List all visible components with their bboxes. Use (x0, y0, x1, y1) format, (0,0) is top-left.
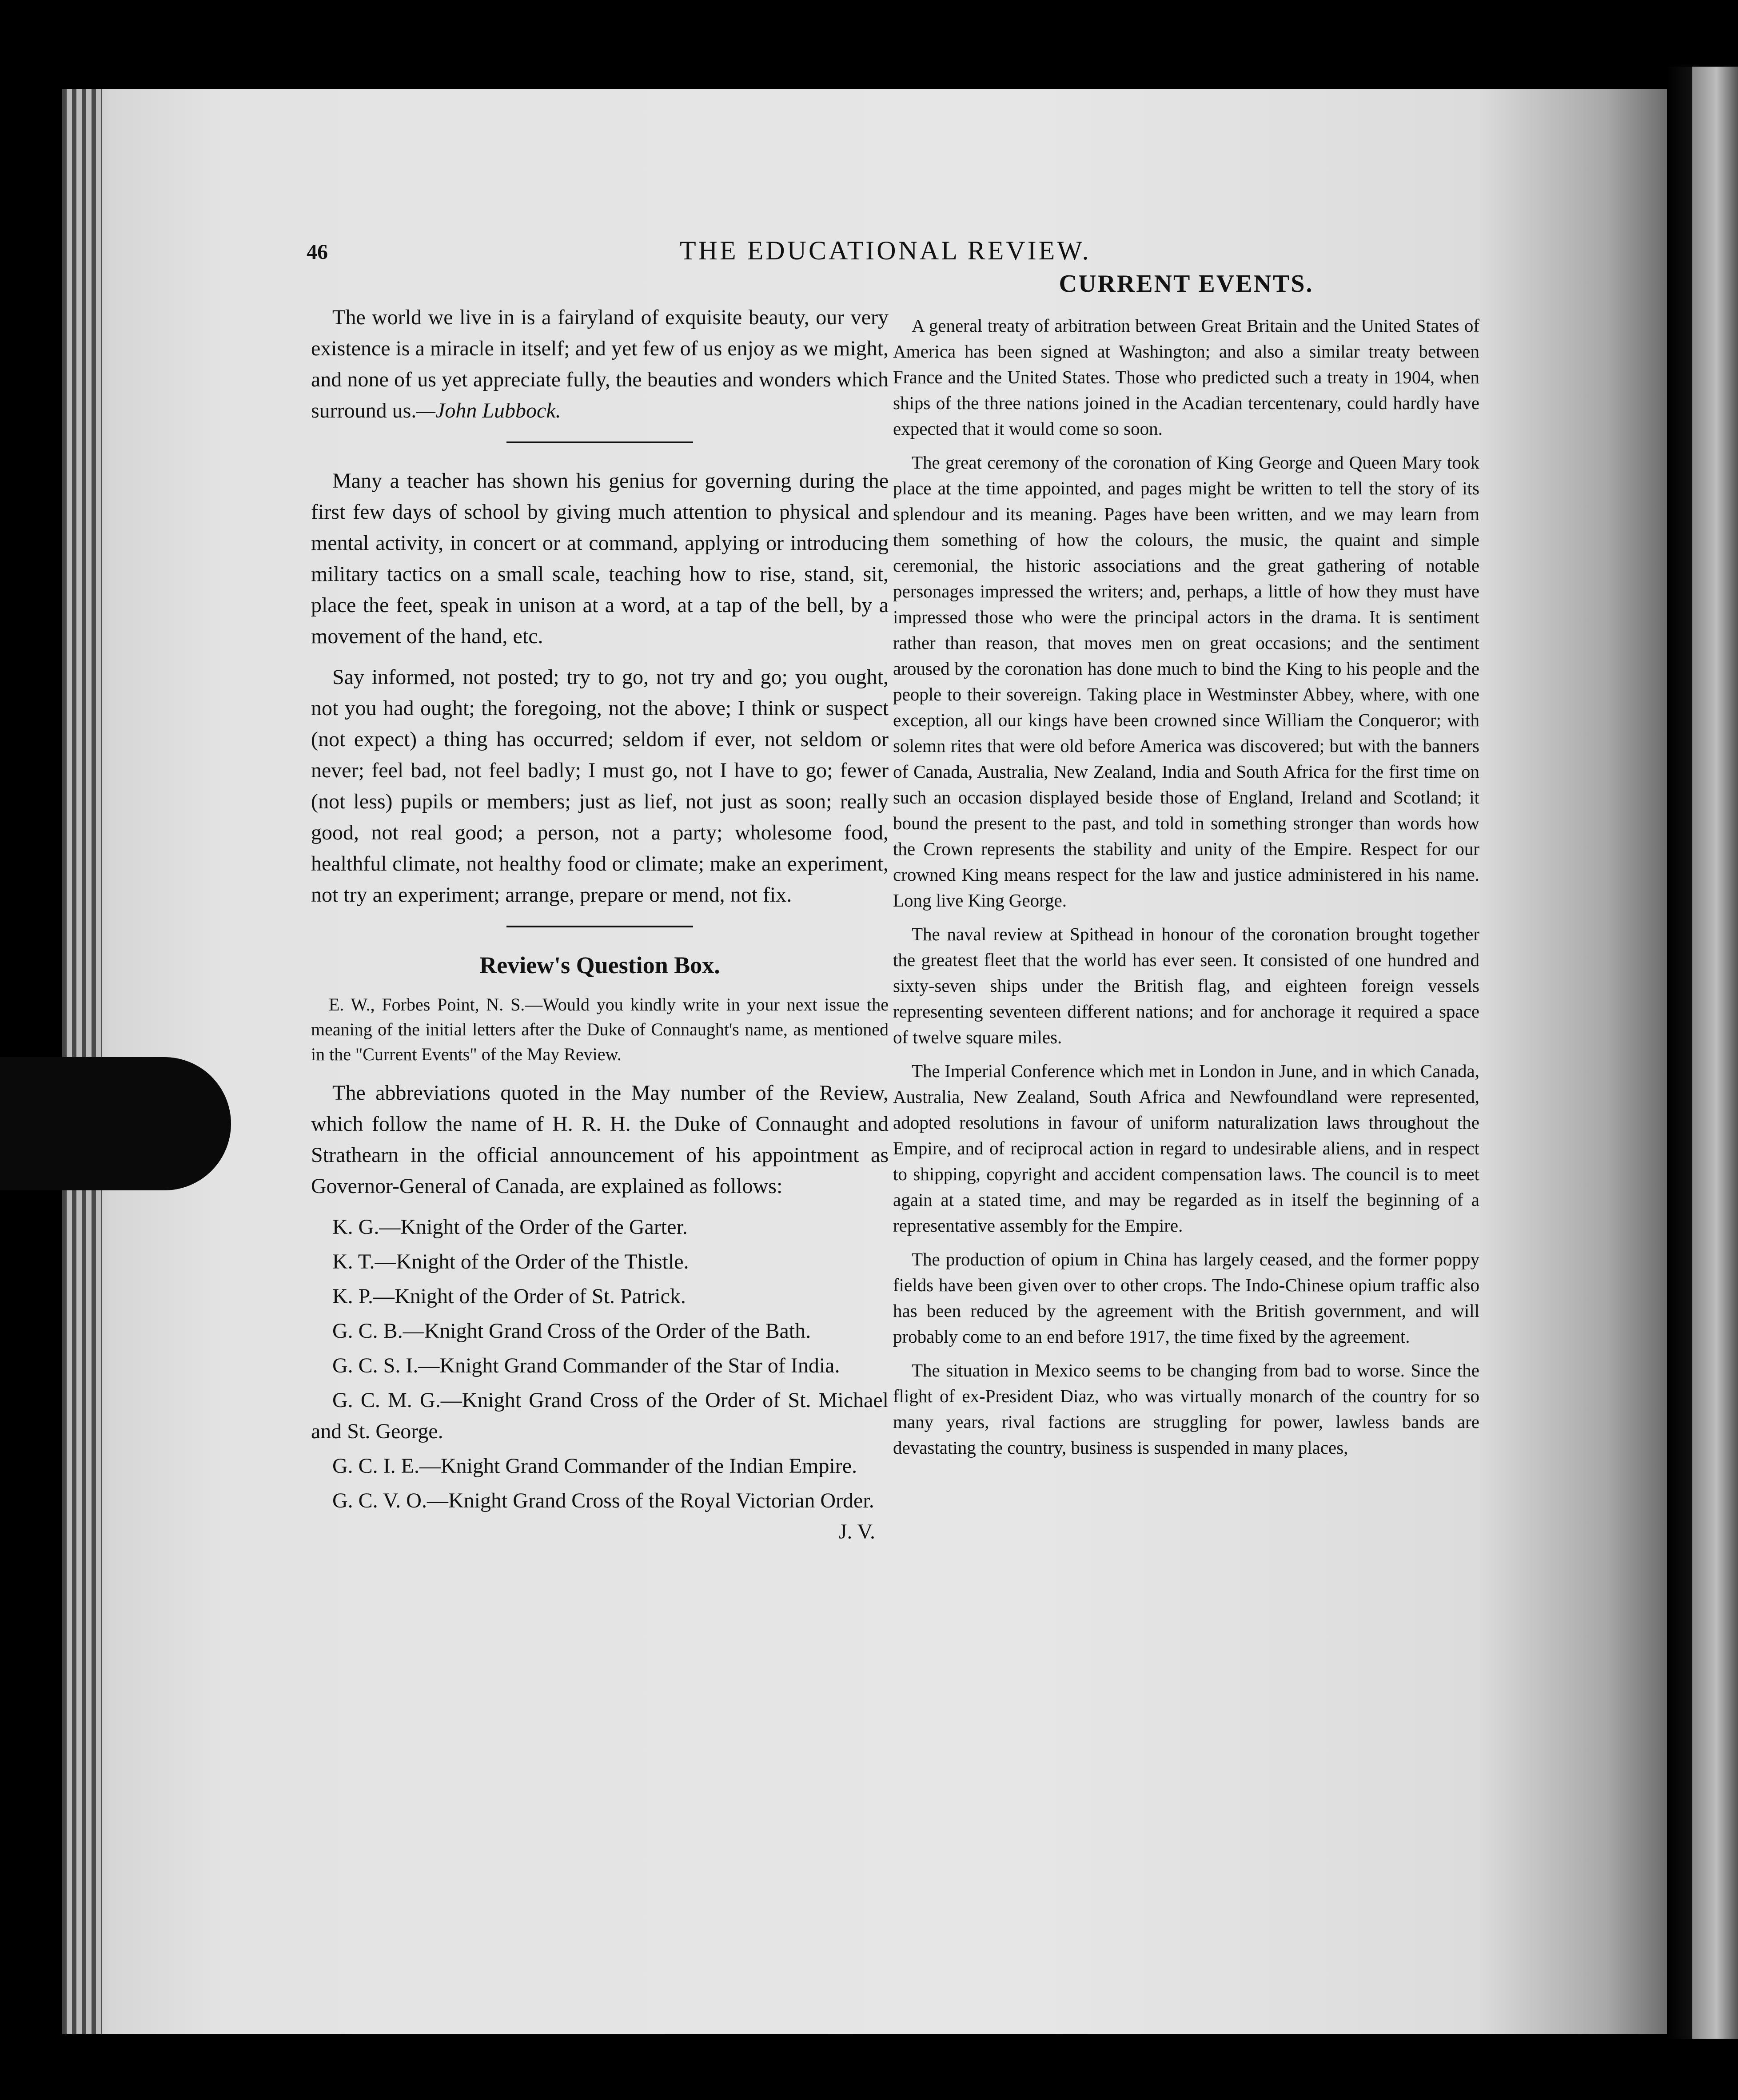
quote-text: The world we live in is a fairyland of exquisite beauty, our very existence is a miracle in itself; and yet few of us enjoy as we might, and none of us yet appreciate fully, the beauties and wonders which surround us. (311, 306, 889, 422)
right-column (893, 271, 1479, 1468)
page-number: 46 (307, 240, 328, 264)
usage-paragraph: Say informed, not posted; try to go, not try and go; you ought, not you had ought; the foregoing, not the above; I think or suspect (not expect) a thing has occurred; seldom if ever, not seldom or never; feel bad, not feel badly; I must go, not I have to go; fewer (not less) pupils or members; just as lief, not just as soon; really good, not real good; a person, not a party; wholesome food, healthful climate, not healthy food or climate; make an experiment, not try an experiment; arrange, prepare or mend, not fix. (311, 665, 889, 907)
binding-clip (0, 1057, 231, 1190)
page-header (307, 236, 1506, 275)
question-box-title: Review's Question Box. (479, 952, 720, 978)
signature: J. V. (838, 1520, 875, 1543)
abbreviation-item: K. G.—Knight of the Order of the Garter. (332, 1215, 688, 1239)
current-events-title: CURRENT EVENTS. (1059, 270, 1314, 298)
abbreviation-list (311, 1212, 889, 1543)
left-column (311, 302, 889, 1547)
quote-attribution: —John Lubbock. (416, 399, 561, 422)
abbreviation-text: G. C. V. O.—Knight Grand Cross of the Royal Victorian Order. (332, 1489, 874, 1512)
naval-review-paragraph: The naval review at Spithead in honour of the coronation brought together the greatest fleet that the world has ever seen. It consisted of one hundred and sixty-seven ships under the British flag, and eighteen foreign vessels representing seventeen different nations; and for anchorage it required a space of twelve square miles. (893, 924, 1479, 1047)
reader-question: E. W., Forbes Point, N. S.—Would you kindly write in your next issue the meaning of the initial letters after the Duke of Connaught's name, as mentioned in the "Current Events" of the May Review. (311, 994, 889, 1064)
abbreviation-item: G. C. S. I.—Knight Grand Commander of the Star of India. (332, 1354, 840, 1377)
opium-paragraph: The production of opium in China has largely ceased, and the former poppy fields have been given over to other crops. The Indo-Chinese opium traffic also has been reduced by the agreement with the British government, and will probably come to an end before 1917, the time fixed by the agreement. (893, 1249, 1479, 1347)
mexico-paragraph: The situation in Mexico seems to be changing from bad to worse. Since the flight of ex-President Diaz, who was virtually monarch of the country for so many years, rival factions are struggling for power, lawless bands are devastating the country, business is suspended in many places, (893, 1360, 1479, 1458)
abbreviation-item: G. C. I. E.—Knight Grand Commander of the Indian Empire. (332, 1454, 857, 1478)
abbreviation-item: G. C. B.—Knight Grand Cross of the Order of the Bath. (332, 1319, 811, 1343)
abbreviation-item: K. P.—Knight of the Order of St. Patrick. (332, 1285, 686, 1308)
section-divider (506, 441, 693, 443)
abbreviation-item (311, 1485, 889, 1543)
teacher-paragraph: Many a teacher has shown his genius for governing during the first few days of school by giving much attention to physical and mental activity, in concert or at command, applying or introducing military tactics on a small scale, teaching how to rise, stand, sit, place the feet, speak in unison at a word, at a tap of the bell, by a movement of the hand, etc. (311, 469, 889, 648)
treaty-paragraph: A general treaty of arbitration between Great Britain and the United States of America has been signed at Washington; and also a similar treaty between France and the United States. Those who predicted such a treaty in 1904, when ships of the three nations joined in the Acadian tercentenary, could hardly have expected that it would come so soon. (893, 315, 1479, 439)
running-title: THE EDUCATIONAL REVIEW. (680, 236, 1091, 265)
lubbock-quote (311, 302, 889, 426)
imperial-conference-paragraph: The Imperial Conference which met in London in June, and in which Canada, Australia, New Zealand, South Africa and Newfoundland were represented, adopted resolutions in favour of uniform naturalization laws throughout the Empire, and of reciprocal action in regard to undesirable aliens, and in respect to shipping, copyright and accident compensation laws. The council is to meet again at a stated time, and may be regarded as in itself the beginning of a representative assembly for the Empire. (893, 1061, 1479, 1236)
answer-intro: The abbreviations quoted in the May number of the Review, which follow the name of H. R. H. the Duke of Connaught and Strathearn in the official announcement of his appointment as Governor-General of Canada, are explained as follows: (311, 1081, 889, 1198)
facing-page-edge (1667, 67, 1738, 2039)
section-divider (506, 926, 693, 927)
abbreviation-item: G. C. M. G.—Knight Grand Cross of the Order of St. Michael and St. George. (311, 1388, 889, 1443)
coronation-paragraph: The great ceremony of the coronation of King George and Queen Mary took place at the time appointed, and pages might be written to tell the story of its splendour and its meaning. Pages have been written, and we may learn from them something of how the colours, the music, the quaint and simple ceremonial, the historic associations and the great gathering of notable personages impressed the writers; and, perhaps, a little of how they must have impressed those who were the principal actors in the drama. It is sentiment rather than reason, that moves men on great occasions; and the sentiment aroused by the coronation has done much to bind the King to his people and the people to their sovereign. Taking place in Westminster Abbey, where, with one exception, all our kings have been crowned since William the Conqueror; with solemn rites that were old before America was discovered; but with the banners of Canada, Australia, New Zealand, India and South Africa for the first time on such an occasion displayed beside those of England, Ireland and Scotland; it bound the present to the past, and told in something stronger than words how the Crown represents the stability and unity of the Empire. Respect for our crowned King means respect for the law and justice administered in his name. Long live King George. (893, 452, 1479, 911)
abbreviation-item: K. T.—Knight of the Order of the Thistle. (332, 1250, 689, 1273)
